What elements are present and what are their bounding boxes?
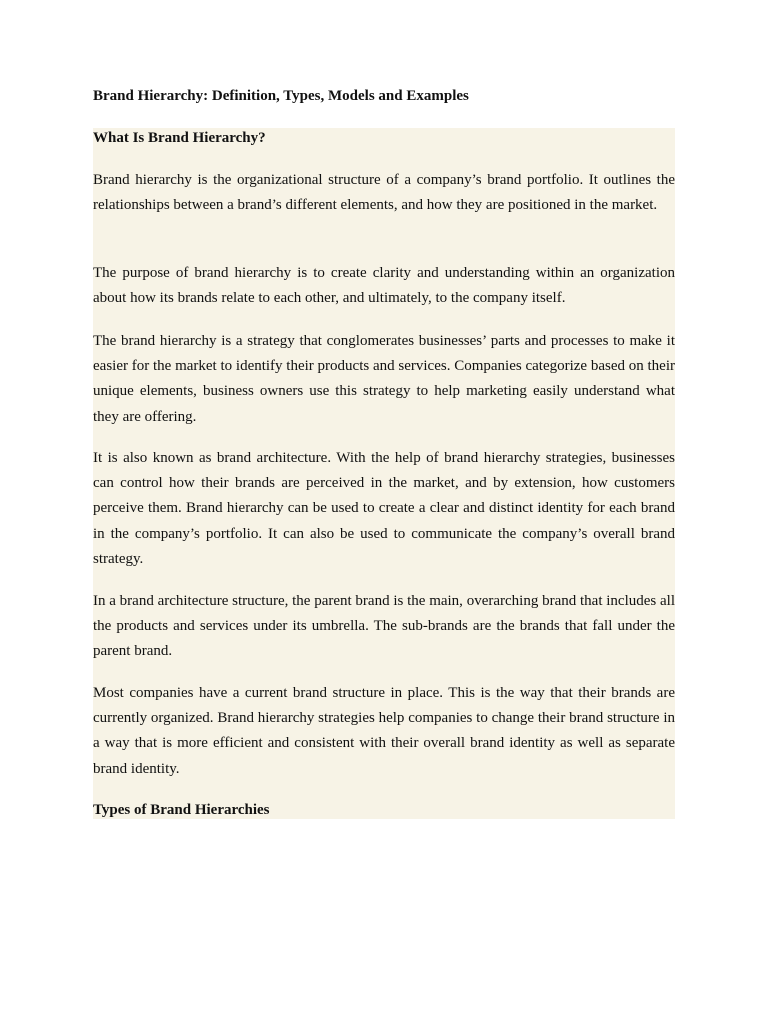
paragraph-4: It is also known as brand architecture. With the help of brand hierarchy strategies, businesses can control how their brands are perceived in the market, and by extension, how customers perceive them. Brand hierarchy can be used to create a clear and distinct identity for each brand in the company’s portfolio. It can also be used to communicate the company’s overall brand strategy. [93, 450, 675, 567]
paragraph-5: In a brand architecture structure, the parent brand is the main, overarching brand that includes all the products and services under its umbrella. The sub-brands are the brands that fall under the parent brand. [93, 593, 675, 660]
paragraph-6: Most companies have a current brand structure in place. This is the way that their brands are currently organized. Brand hierarchy strategies help companies to change their brand structure in a way that is more efficient and consistent with their overall brand identity as well as separate brand identity. [93, 685, 675, 777]
paragraph-3: The brand hierarchy is a strategy that conglomerates businesses’ parts and processes to make it easier for the market to identify their products and services. Companies categorize based on their unique elements, business owners use this strategy to help marketing easily understand what they are offering. [93, 333, 675, 425]
paragraph-1: Brand hierarchy is the organizational structure of a company’s brand portfolio. It outlines the relationships between a brand’s different elements, and how they are positioned in the market. [93, 172, 675, 214]
next-section-heading: Types of Brand Hierarchies [93, 802, 270, 818]
section-heading: What Is Brand Hierarchy? [93, 130, 266, 146]
document-title: Brand Hierarchy: Definition, Types, Models and Examples [93, 88, 469, 104]
paragraph-2: The purpose of brand hierarchy is to create clarity and understanding within an organization about how its brands relate to each other, and ultimately, to the company itself. [93, 265, 675, 307]
